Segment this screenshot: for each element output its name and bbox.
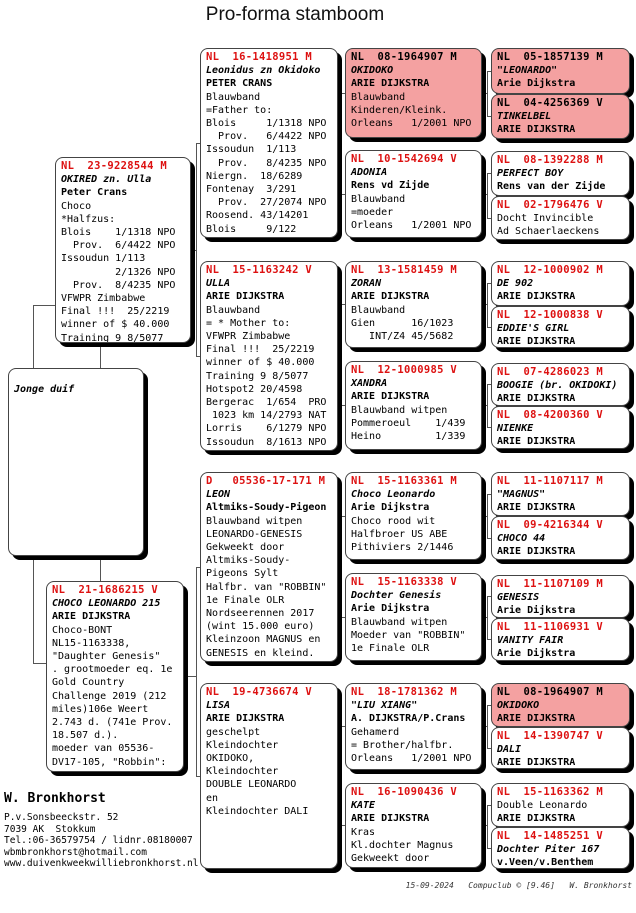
- connector-line: [482, 825, 487, 826]
- pedigree-box-nl14_747: [491, 727, 630, 769]
- connector-line: [100, 556, 101, 582]
- fancier-name: ARIE DIJKSTRA: [497, 336, 576, 348]
- pedigree-note: Blois 9/122: [206, 223, 297, 235]
- pedigree-note: 1023 km 14/2793 NAT: [206, 410, 327, 422]
- pedigree-note: Issoudun 1/113: [206, 144, 297, 156]
- pigeon-name: OKIDOKO: [351, 65, 394, 77]
- pigeon-name: Dochter Piter 167: [497, 844, 600, 856]
- ring-number: NL 13-1581459 M: [351, 264, 457, 276]
- ring-number: NL 11-1107109 M: [497, 578, 603, 590]
- connector-line: [487, 596, 488, 640]
- connector-line: [487, 283, 488, 328]
- pedigree-note: Gien 16/1023: [351, 317, 454, 329]
- connector-line: [184, 676, 196, 677]
- pedigree-note: Orleans 1/2001 NPO: [351, 220, 472, 232]
- pedigree-box-nl05: [491, 48, 630, 94]
- ring-number: NL 15-1163242 V: [206, 264, 312, 276]
- fancier-name: ARIE DIJKSTRA: [497, 393, 576, 405]
- fancier-name: ARIE DIJKSTRA: [497, 124, 576, 136]
- connector-line: [196, 567, 197, 777]
- pedigree-box-nl12_902: [491, 261, 630, 306]
- pedigree-note: Double Leonardo: [497, 800, 588, 812]
- pedigree-box-nl16_436: [345, 783, 482, 868]
- pedigree-note: Roosend. 43/14201: [206, 210, 309, 222]
- pedigree-note: Prov. 8/4235 NPO: [206, 157, 327, 169]
- pigeon-name: GENESIS: [497, 592, 540, 604]
- ring-number: NL 16-1418951 M: [206, 51, 312, 63]
- pigeon-name: ADONIA: [351, 167, 388, 179]
- pedigree-box-nl18: [345, 683, 482, 770]
- pedigree-box-nl08_ok1: [345, 48, 482, 138]
- contact-line: wbmbronkhorst@hotmail.com: [4, 846, 147, 858]
- pedigree-note: Prov. 8/4235 NPO: [61, 279, 176, 291]
- fancier-name: ARIE DIJKSTRA: [351, 813, 430, 825]
- pedigree-box-nl07: [491, 363, 630, 406]
- ring-number: NL 15-1163338 V: [351, 576, 457, 588]
- pedigree-note: Final !!! 25/2219: [61, 306, 170, 318]
- pedigree-box-nl15_361: [345, 472, 482, 560]
- pedigree-note: LEONARDO-GENESIS: [206, 528, 303, 540]
- contact-name: W. Bronkhorst: [4, 791, 106, 806]
- ring-number: NL 16-1090436 V: [351, 786, 457, 798]
- pedigree-note: Kinderen/Kleink.: [351, 104, 448, 116]
- pigeon-name: PERFECT BOY: [497, 168, 564, 180]
- pedigree-note: INT/Z4 45/5682: [351, 331, 454, 343]
- pigeon-name: KATE: [351, 800, 376, 812]
- fancier-name: ARIE DIJKSTRA: [351, 291, 430, 303]
- pedigree-box-nl09: [491, 516, 630, 560]
- pedigree-note: =Father to:: [206, 104, 273, 116]
- ring-number: NL 02-1796476 V: [497, 199, 603, 211]
- connector-line: [341, 93, 342, 195]
- contact-lines: [4, 812, 198, 870]
- pedigree-note: Training 9 8/5077: [206, 370, 309, 382]
- connector-line: [482, 516, 487, 517]
- pedigree-note: DOUBLE LEONARDO: [206, 779, 297, 791]
- ring-number: NL 19-4736674 V: [206, 686, 312, 698]
- fancier-name: ARIE DIJKSTRA: [497, 546, 576, 558]
- connector-line: [341, 304, 342, 406]
- pedigree-note: Challenge 2019 (212: [52, 690, 167, 702]
- pedigree-box-nl08_ok2: [491, 683, 630, 727]
- pedigree-note: Blauwband witpen: [351, 616, 448, 628]
- pigeon-name: EDDIE'S GIRL: [497, 323, 570, 335]
- ring-number: NL 15-1163361 M: [351, 475, 457, 487]
- pedigree-note: =moeder: [351, 206, 394, 218]
- pedigree-note: Gold Country: [52, 677, 125, 689]
- pigeon-name: VANITY FAIR: [497, 635, 564, 647]
- pedigree-note: Kleinzoon MAGNUS en: [206, 634, 321, 646]
- pedigree-note: en: [206, 792, 219, 804]
- pigeon-name: "LIU XIANG": [351, 700, 418, 712]
- pigeon-name: TINKELBEL: [497, 111, 552, 123]
- pigeon-name: DE 902: [497, 278, 534, 290]
- pedigree-note: NL15-1163338,: [52, 637, 131, 649]
- fancier-name: ARIE DIJKSTRA: [497, 436, 576, 448]
- pigeon-name: OKIRED zn. Ulla: [61, 174, 152, 186]
- fancier-name: A. DIJKSTRA/P.Crans: [351, 713, 466, 725]
- pedigree-box-subject: [8, 368, 144, 556]
- fancier-name: ARIE DIJKSTRA: [206, 291, 285, 303]
- fancier-name: ARIE DIJKSTRA: [52, 611, 131, 623]
- pedigree-box-nl12_985: [345, 361, 482, 450]
- pedigree-box-nl08_392: [491, 151, 630, 196]
- pigeon-name: Leonidus zn Okidoko: [206, 65, 321, 77]
- fancier-name: v.Veen/v.Benthem: [497, 857, 594, 869]
- pigeon-name: "LEONARDO": [497, 65, 558, 77]
- fancier-name: Arie Dijkstra: [497, 648, 576, 660]
- ring-number: NL 09-4216344 V: [497, 519, 603, 531]
- pedigree-note: Nordseerennen 2017: [206, 608, 315, 620]
- pedigree-note: Prov. 6/4422 NPO: [61, 240, 176, 252]
- pedigree-note: Kleindochter DALI: [206, 805, 309, 817]
- pedigree-note: OKIDOKO,: [206, 753, 255, 765]
- pedigree-box-nl21: [46, 581, 184, 772]
- pedigree-note: VFWPR Zimbabwe: [61, 293, 146, 305]
- connector-line: [338, 567, 341, 568]
- fancier-name: ARIE DIJKSTRA: [351, 391, 430, 403]
- pedigree-note: winner of $ 40.000: [206, 357, 315, 369]
- pedigree-note: 18.507 d.).: [52, 730, 119, 742]
- connector-line: [487, 705, 488, 749]
- pedigree-note: 2/1326 NPO: [61, 266, 176, 278]
- pedigree-note: Prov. 6/4422 NPO: [206, 131, 327, 143]
- pedigree-note: Choco: [61, 200, 92, 212]
- pedigree-box-nl23: [55, 157, 191, 343]
- contact-line: www.duivenkweekwilliebronkhorst.nl: [4, 858, 199, 870]
- connector-line: [341, 726, 342, 826]
- pedigree-note: 1e Finale OLR: [206, 594, 285, 606]
- pedigree-note: Niergn. 18/6289: [206, 170, 303, 182]
- ring-number: NL 14-1485251 V: [497, 830, 603, 842]
- connector-line: [482, 304, 487, 305]
- pedigree-note: Kl.dochter Magnus: [351, 839, 454, 851]
- connector-line: [482, 617, 487, 618]
- pedigree-note: = * Mother to:: [206, 317, 291, 329]
- connector-line: [338, 143, 341, 144]
- pedigree-box-nl16: [200, 48, 338, 238]
- pedigree-box-nl12_838: [491, 306, 630, 348]
- fancier-name: ARIE DIJKSTRA: [497, 713, 576, 725]
- pedigree-note: DV17-105, "Robbin":: [52, 756, 167, 768]
- pigeon-name: Choco Leonardo: [351, 489, 436, 501]
- connector-line: [100, 343, 101, 369]
- fancier-name: Rens van der Zijde: [497, 181, 606, 193]
- connector-line: [482, 405, 487, 406]
- pedigree-note: Kleindochter: [206, 739, 279, 751]
- fancier-name: ARIE DIJKSTRA: [497, 813, 576, 825]
- pedigree-note: VFWPR Zimbabwe: [206, 331, 291, 343]
- connector-line: [338, 776, 341, 777]
- pedigree-note: . grootmoeder eq. 1e: [52, 664, 173, 676]
- page-title: Pro-forma stamboom: [205, 4, 385, 25]
- ring-number: D 05536-17-171 M: [206, 475, 326, 487]
- pedigree-note: Fontenay 3/291: [206, 184, 297, 196]
- pedigree-note: (wint 15.000 euro): [206, 621, 315, 633]
- pedigree-note: Ad Schaerlaeckens: [497, 226, 600, 238]
- pedigree-note: Heino 1/339: [351, 431, 466, 443]
- pedigree-note: Pithiviers 2/1446: [351, 542, 454, 554]
- ring-number: NL 07-4286023 M: [497, 366, 603, 378]
- contact-line: 7039 AK Stokkum: [4, 823, 96, 835]
- pigeon-name: LISA: [206, 700, 231, 712]
- pedigree-note: Kras: [351, 826, 376, 838]
- pedigree-note: Blauwband witpen: [206, 515, 303, 527]
- connector-line: [487, 384, 488, 428]
- pedigree-note: Blois 1/1318 NPO: [206, 118, 327, 130]
- pigeon-name: Dochter Genesis: [351, 590, 442, 602]
- pedigree-box-nl11_931: [491, 618, 630, 661]
- ring-number: NL 12-1000838 V: [497, 309, 603, 321]
- fancier-name: Arie Dijkstra: [497, 605, 576, 617]
- pigeon-name: LEON: [206, 489, 231, 501]
- fancier-name: Arie Dijkstra: [351, 502, 430, 514]
- pigeon-name: OKIDOKO: [497, 700, 540, 712]
- contact-line: Tel.:06-36579754 / lidnr.08180007: [4, 835, 193, 847]
- pedigree-note: Halfbroer US ABE: [351, 528, 448, 540]
- pedigree-note: Bergerac 1/654 PRO: [206, 397, 327, 409]
- pigeon-name: Jonge duif: [14, 384, 75, 395]
- ring-number: NL 05-1857139 M: [497, 51, 603, 63]
- connector-line: [487, 173, 488, 219]
- pedigree-box-d05536: [200, 472, 338, 662]
- ring-number: NL 04-4256369 V: [497, 97, 603, 109]
- pedigree-box-nl04: [491, 94, 630, 139]
- pedigree-note: Blauwband: [351, 304, 406, 316]
- pedigree-note: Choco rood wit: [351, 515, 436, 527]
- connector-line: [487, 494, 488, 539]
- ring-number: NL 14-1390747 V: [497, 730, 603, 742]
- fancier-name: ARIE DIJKSTRA: [497, 291, 576, 303]
- connector-line: [482, 194, 487, 195]
- pedigree-note: "Daughter Genesis": [52, 651, 161, 663]
- pigeon-name: DALI: [497, 744, 522, 756]
- pedigree-note: Kleindochter: [206, 766, 279, 778]
- ring-number: NL 15-1163362 M: [497, 786, 603, 798]
- pedigree-note: Final !!! 25/2219: [206, 344, 315, 356]
- connector-line: [487, 71, 488, 117]
- pedigree-note: Blauwband witpen: [351, 404, 448, 416]
- fancier-name: ARIE DIJKSTRA: [497, 757, 576, 769]
- ring-number: NL 21-1686215 V: [52, 584, 158, 596]
- pigeon-name: CHOCO LEONARDO 215: [52, 598, 161, 610]
- fancier-name: ARIE DIJKSTRA: [497, 502, 576, 514]
- connector-line: [33, 663, 47, 664]
- pedigree-box-nl14_251: [491, 827, 630, 869]
- pedigree-note: Gekweekt door: [206, 542, 285, 554]
- pedigree-note: Training 9 8/5077: [61, 332, 164, 343]
- connector-line: [482, 93, 487, 94]
- pedigree-box-nl08_420: [491, 406, 630, 449]
- pedigree-note: *Halfzus:: [61, 213, 116, 225]
- connector-line: [341, 516, 342, 618]
- pedigree-note: Issoudun 1/113: [61, 253, 146, 265]
- pedigree-note: winner of $ 40.000: [61, 319, 170, 331]
- connector-line: [487, 805, 488, 849]
- pedigree-note: 2.743 d. (741e Prov.: [52, 717, 173, 729]
- pigeon-name: CHOCO 44: [497, 533, 546, 545]
- pigeon-name: NIENKE: [497, 423, 534, 435]
- footer-credit: 15-09-2024 Compuclub © [9.46] W. Bronkhorst: [405, 881, 632, 890]
- pedigree-note: Lorris 6/1279 NPO: [206, 423, 327, 435]
- ring-number: NL 18-1781362 M: [351, 686, 457, 698]
- pedigree-note: Blauwband: [206, 91, 261, 103]
- pedigree-note: Moeder van "ROBBIN": [351, 629, 466, 641]
- contact-block: [4, 791, 198, 870]
- connector-line: [196, 143, 197, 357]
- pedigree-note: Altmiks-Soudy-: [206, 555, 291, 567]
- pedigree-box-nl15_242: [200, 261, 338, 451]
- pedigree-note: geschelpt: [206, 726, 261, 738]
- pigeon-name: XANDRA: [351, 378, 388, 390]
- pigeon-name: "MAGNUS": [497, 489, 546, 501]
- fancier-name: ARIE DIJKSTRA: [351, 78, 430, 90]
- ring-number: NL 12-1000985 V: [351, 364, 457, 376]
- pedigree-box-nl15_362: [491, 783, 630, 827]
- fancier-name: Arie Dijkstra: [497, 78, 576, 90]
- ring-number: NL 08-1392288 M: [497, 154, 603, 166]
- connector-line: [338, 356, 341, 357]
- ring-number: NL 08-4200360 V: [497, 409, 603, 421]
- pigeon-name: BOOGIE (br. OKIDOKI): [497, 380, 618, 392]
- connector-line: [33, 305, 56, 306]
- pedigree-note: Orleans 1/2001 NPO: [351, 753, 472, 765]
- pedigree-box-nl19: [200, 683, 338, 869]
- fancier-name: Altmiks-Soudy-Pigeon: [206, 502, 327, 514]
- pedigree-note: GENESIS en kleind.: [206, 647, 315, 659]
- pedigree-note: Gehamerd: [351, 726, 400, 738]
- pedigree-note: 1e Finale OLR: [351, 643, 430, 655]
- connector-line: [191, 250, 196, 251]
- pedigree-note: miles)106e Weert: [52, 703, 149, 715]
- pigeon-name: ULLA: [206, 278, 231, 290]
- fancier-name: Arie Dijkstra: [351, 603, 430, 615]
- pedigree-box-nl15_338: [345, 573, 482, 661]
- ring-number: NL 11-1106931 V: [497, 621, 603, 633]
- ring-number: NL 10-1542694 V: [351, 153, 457, 165]
- fancier-name: ARIE DIJKSTRA: [206, 713, 285, 725]
- pedigree-note: Pommeroeul 1/439: [351, 417, 466, 429]
- ring-number: NL 23-9228544 M: [61, 160, 167, 172]
- pigeon-name: ZORAN: [351, 278, 382, 290]
- fancier-name: PETER CRANS: [206, 78, 273, 90]
- ring-number: NL 12-1000902 M: [497, 264, 603, 276]
- pedigree-note: Gekweekt door: [351, 853, 430, 865]
- pedigree-note: Hotspot2 20/4598: [206, 383, 303, 395]
- pedigree-note: Pigeons Sylt: [206, 568, 279, 580]
- pedigree-note: Blauwband: [351, 91, 406, 103]
- pedigree-note: Halfbr. van "ROBBIN": [206, 581, 327, 593]
- pedigree-note: Blauwband: [206, 304, 261, 316]
- pedigree-box-nl11_117: [491, 472, 630, 516]
- ring-number: NL 08-1964907 M: [351, 51, 457, 63]
- pedigree-note: Docht Invincible: [497, 213, 594, 225]
- pedigree-note: = Brother/halfbr.: [351, 739, 454, 751]
- pedigree-note: Orleans 1/2001 NPO: [351, 118, 472, 130]
- contact-line: P.v.Sonsbeeckstr. 52: [4, 812, 119, 823]
- ring-number: NL 11-1107117 M: [497, 475, 603, 487]
- fancier-name: Rens vd Zijde: [351, 180, 430, 192]
- pedigree-note: moeder van 05536-: [52, 743, 155, 755]
- connector-line: [482, 726, 487, 727]
- fancier-name: Peter Crans: [61, 187, 128, 199]
- pedigree-note: Blauwband: [351, 193, 406, 205]
- pedigree-note: Prov. 27/2074 NPO: [206, 197, 327, 209]
- ring-number: NL 08-1964907 M: [497, 686, 603, 698]
- pedigree-note: Blois 1/1318 NPO: [61, 227, 176, 239]
- pedigree-box-nl11_109: [491, 575, 630, 618]
- pedigree-box-nl13: [345, 261, 482, 348]
- pedigree-box-nl10: [345, 150, 482, 238]
- pedigree-box-nl02: [491, 196, 630, 240]
- pedigree-note: Choco-BONT: [52, 624, 113, 636]
- pedigree-note: Issoudun 8/1613 NPO: [206, 436, 327, 448]
